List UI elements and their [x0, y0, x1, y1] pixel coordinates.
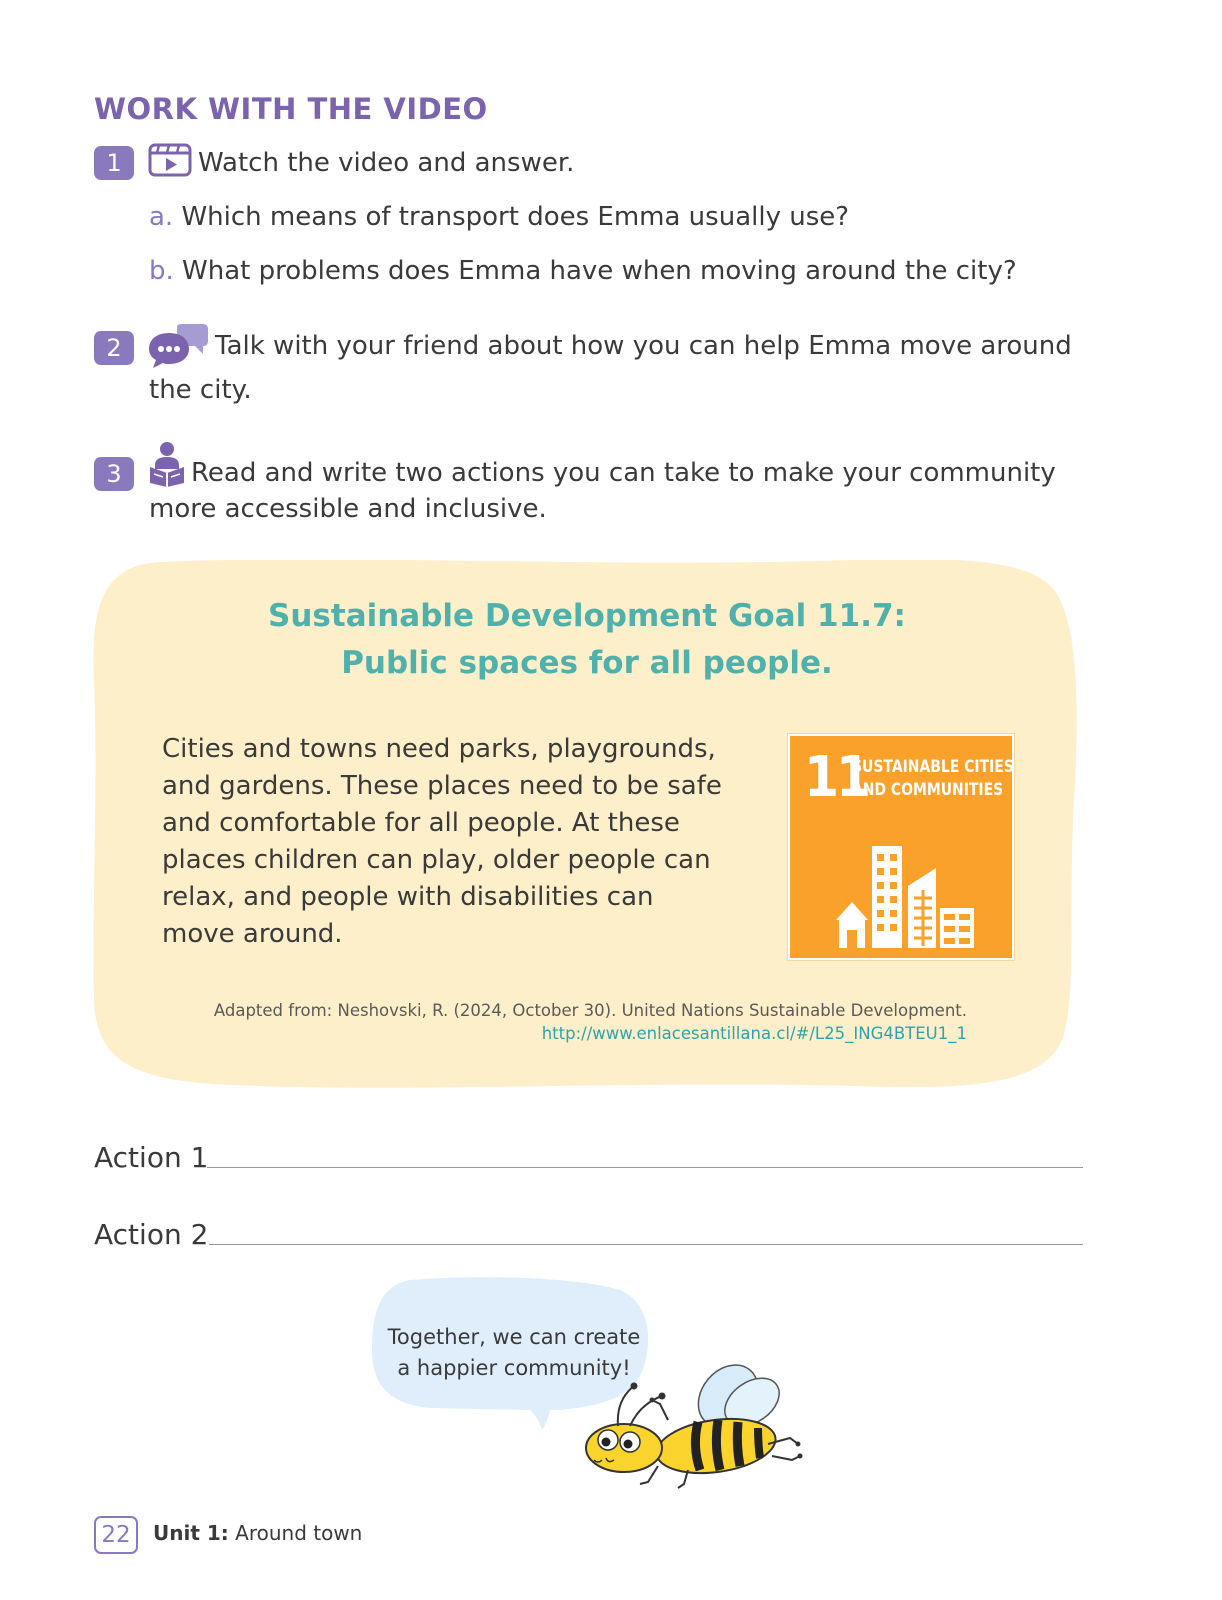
- unit-title: Around town: [235, 1521, 363, 1545]
- goal-description-line: relax, and people with disabilities can: [162, 882, 654, 912]
- goal-description-line: places children can play, older people can: [162, 845, 711, 875]
- activity-3-instruction-line2: more accessible and inclusive.: [149, 494, 547, 524]
- action-1-label: Action 1: [94, 1141, 209, 1174]
- unit-label: Unit 1:: [153, 1521, 229, 1545]
- activity-2-instruction-line2: the city.: [149, 375, 252, 405]
- goal-title-line1: Sustainable Development Goal 11.7:: [268, 598, 906, 634]
- goal-description: [162, 731, 732, 953]
- action-2-answer-line[interactable]: [209, 1244, 1083, 1245]
- subquestion-text: What problems does Emma have when moving around the city?: [182, 256, 1017, 286]
- activity-number-3: 3: [94, 457, 134, 491]
- source-text: Adapted from: Neshovski, R. (2024, October 30). United Nations Sustainable Development.: [213, 1001, 967, 1020]
- subquestion-b: [149, 253, 1017, 290]
- sdg-name-line2: AND COMMUNITIES: [852, 780, 1004, 800]
- sdg-number: 11: [804, 745, 869, 810]
- subquestion-text: Which means of transport does Emma usually use?: [181, 202, 850, 232]
- activity-1-instruction: Watch the video and answer.: [198, 148, 575, 178]
- city-buildings-icon: [836, 846, 976, 950]
- action-2-label: Action 2: [94, 1218, 209, 1251]
- goal-title: [92, 593, 1082, 687]
- subquestion-letter: b.: [149, 256, 174, 286]
- goal-title-line2: Public spaces for all people.: [341, 645, 833, 681]
- goal-description-line: Cities and towns need parks, playgrounds,: [162, 734, 716, 764]
- activity-2-instruction-line1: Talk with your friend about how you can help Emma move around: [215, 331, 1072, 361]
- activity-number-1: 1: [94, 146, 134, 180]
- bee-icon: [568, 1360, 808, 1490]
- sdg-name-line1: SUSTAINABLE CITIES: [852, 757, 1014, 777]
- activity-3-instruction-line1: Read and write two actions you can take to make your community: [191, 458, 1056, 488]
- source-citation: [180, 999, 967, 1045]
- unit-footer: [153, 1521, 362, 1545]
- sdg-11-tile: [788, 734, 1014, 960]
- sdg-name: [852, 756, 1014, 802]
- subquestion-letter: a.: [149, 202, 174, 232]
- speech-bubble-line1: Together, we can create: [387, 1325, 641, 1349]
- section-title: WORK WITH THE VIDEO: [94, 92, 488, 126]
- reading-person-icon: [147, 441, 187, 487]
- goal-description-line: and comfortable for all people. At these: [162, 808, 680, 838]
- subquestion-a: [149, 199, 849, 236]
- source-link[interactable]: http://www.enlacesantillana.cl/#/L25_ING4BTEU1_1: [541, 1024, 967, 1043]
- goal-description-line: and gardens. These places need to be safe: [162, 771, 722, 801]
- activity-number-2: 2: [94, 331, 134, 365]
- action-1-answer-line[interactable]: [207, 1167, 1083, 1168]
- speech-bubbles-icon: [147, 323, 211, 369]
- speech-bubble-line2: a happier community!: [397, 1356, 631, 1380]
- goal-description-line: move around.: [162, 919, 343, 949]
- page-number: 22: [94, 1516, 138, 1554]
- video-player-icon: [148, 143, 192, 177]
